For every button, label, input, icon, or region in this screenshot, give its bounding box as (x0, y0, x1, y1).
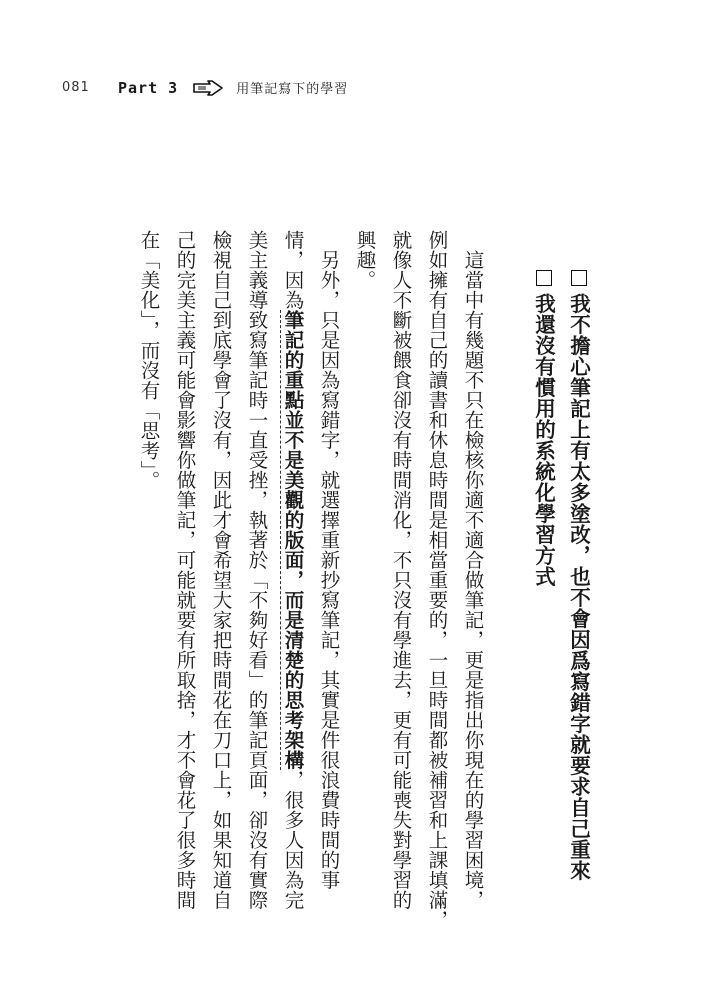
body-line: 就像人不斷被餵食卻沒有時間消化，不只沒有學進去，更有可能喪失對學習的 (389, 230, 413, 910)
checklist-text: 我不擔心筆記上有太多塗改，也不會因爲寫錯字就要求自己重來 (566, 293, 591, 881)
body-line: 另外，只是因為寫錯字，就選擇重新抄寫筆記，其實是件很浪費時間的事 (317, 250, 341, 890)
body-line (283, 230, 303, 910)
pointing-hand-arrow-icon (192, 79, 226, 97)
page-number: 081 (62, 80, 90, 95)
body-line: 例如擁有自己的讀書和休息時間是相當重要的，一旦時間都被補習和上課填滿， (425, 230, 449, 930)
checkbox-icon (571, 270, 587, 286)
body-line: 興趣。 (353, 230, 377, 290)
body-line: 這當中有幾題不只在檢核你適不適合做筆記，更是指出你現在的學習困境， (461, 250, 485, 910)
chapter-title: 用筆記寫下的學習 (236, 82, 349, 97)
body-line: 檢視自己到底學會了沒有，因此才會希望大家把時間花在刀口上，如果知道自 (209, 230, 233, 910)
checklist-item (533, 270, 554, 587)
body-line: 美主義導致寫筆記時一直受挫，執著於「不夠好看」的筆記頁面，卻沒有實際 (245, 230, 269, 910)
page-header (62, 78, 348, 97)
part-label: Part 3 (118, 78, 179, 97)
checkbox-icon (536, 270, 552, 286)
checklist-item (568, 270, 589, 881)
body-text: ，很多人因為完 (281, 770, 305, 910)
body-line: 在「美化」，而沒有「思考」。 (137, 230, 161, 491)
checklist-text: 我還沒有慣用的系統化學習方式 (531, 293, 556, 587)
body-text: 情，因為 (281, 230, 305, 310)
body-line: 己的完美主義可能會影響你做筆記，可能就要有所取捨，才不會花了很多時間 (173, 230, 197, 910)
emphasized-text: 筆記的重點並不是美觀的版面，而是清楚的思考架構 (281, 310, 305, 770)
